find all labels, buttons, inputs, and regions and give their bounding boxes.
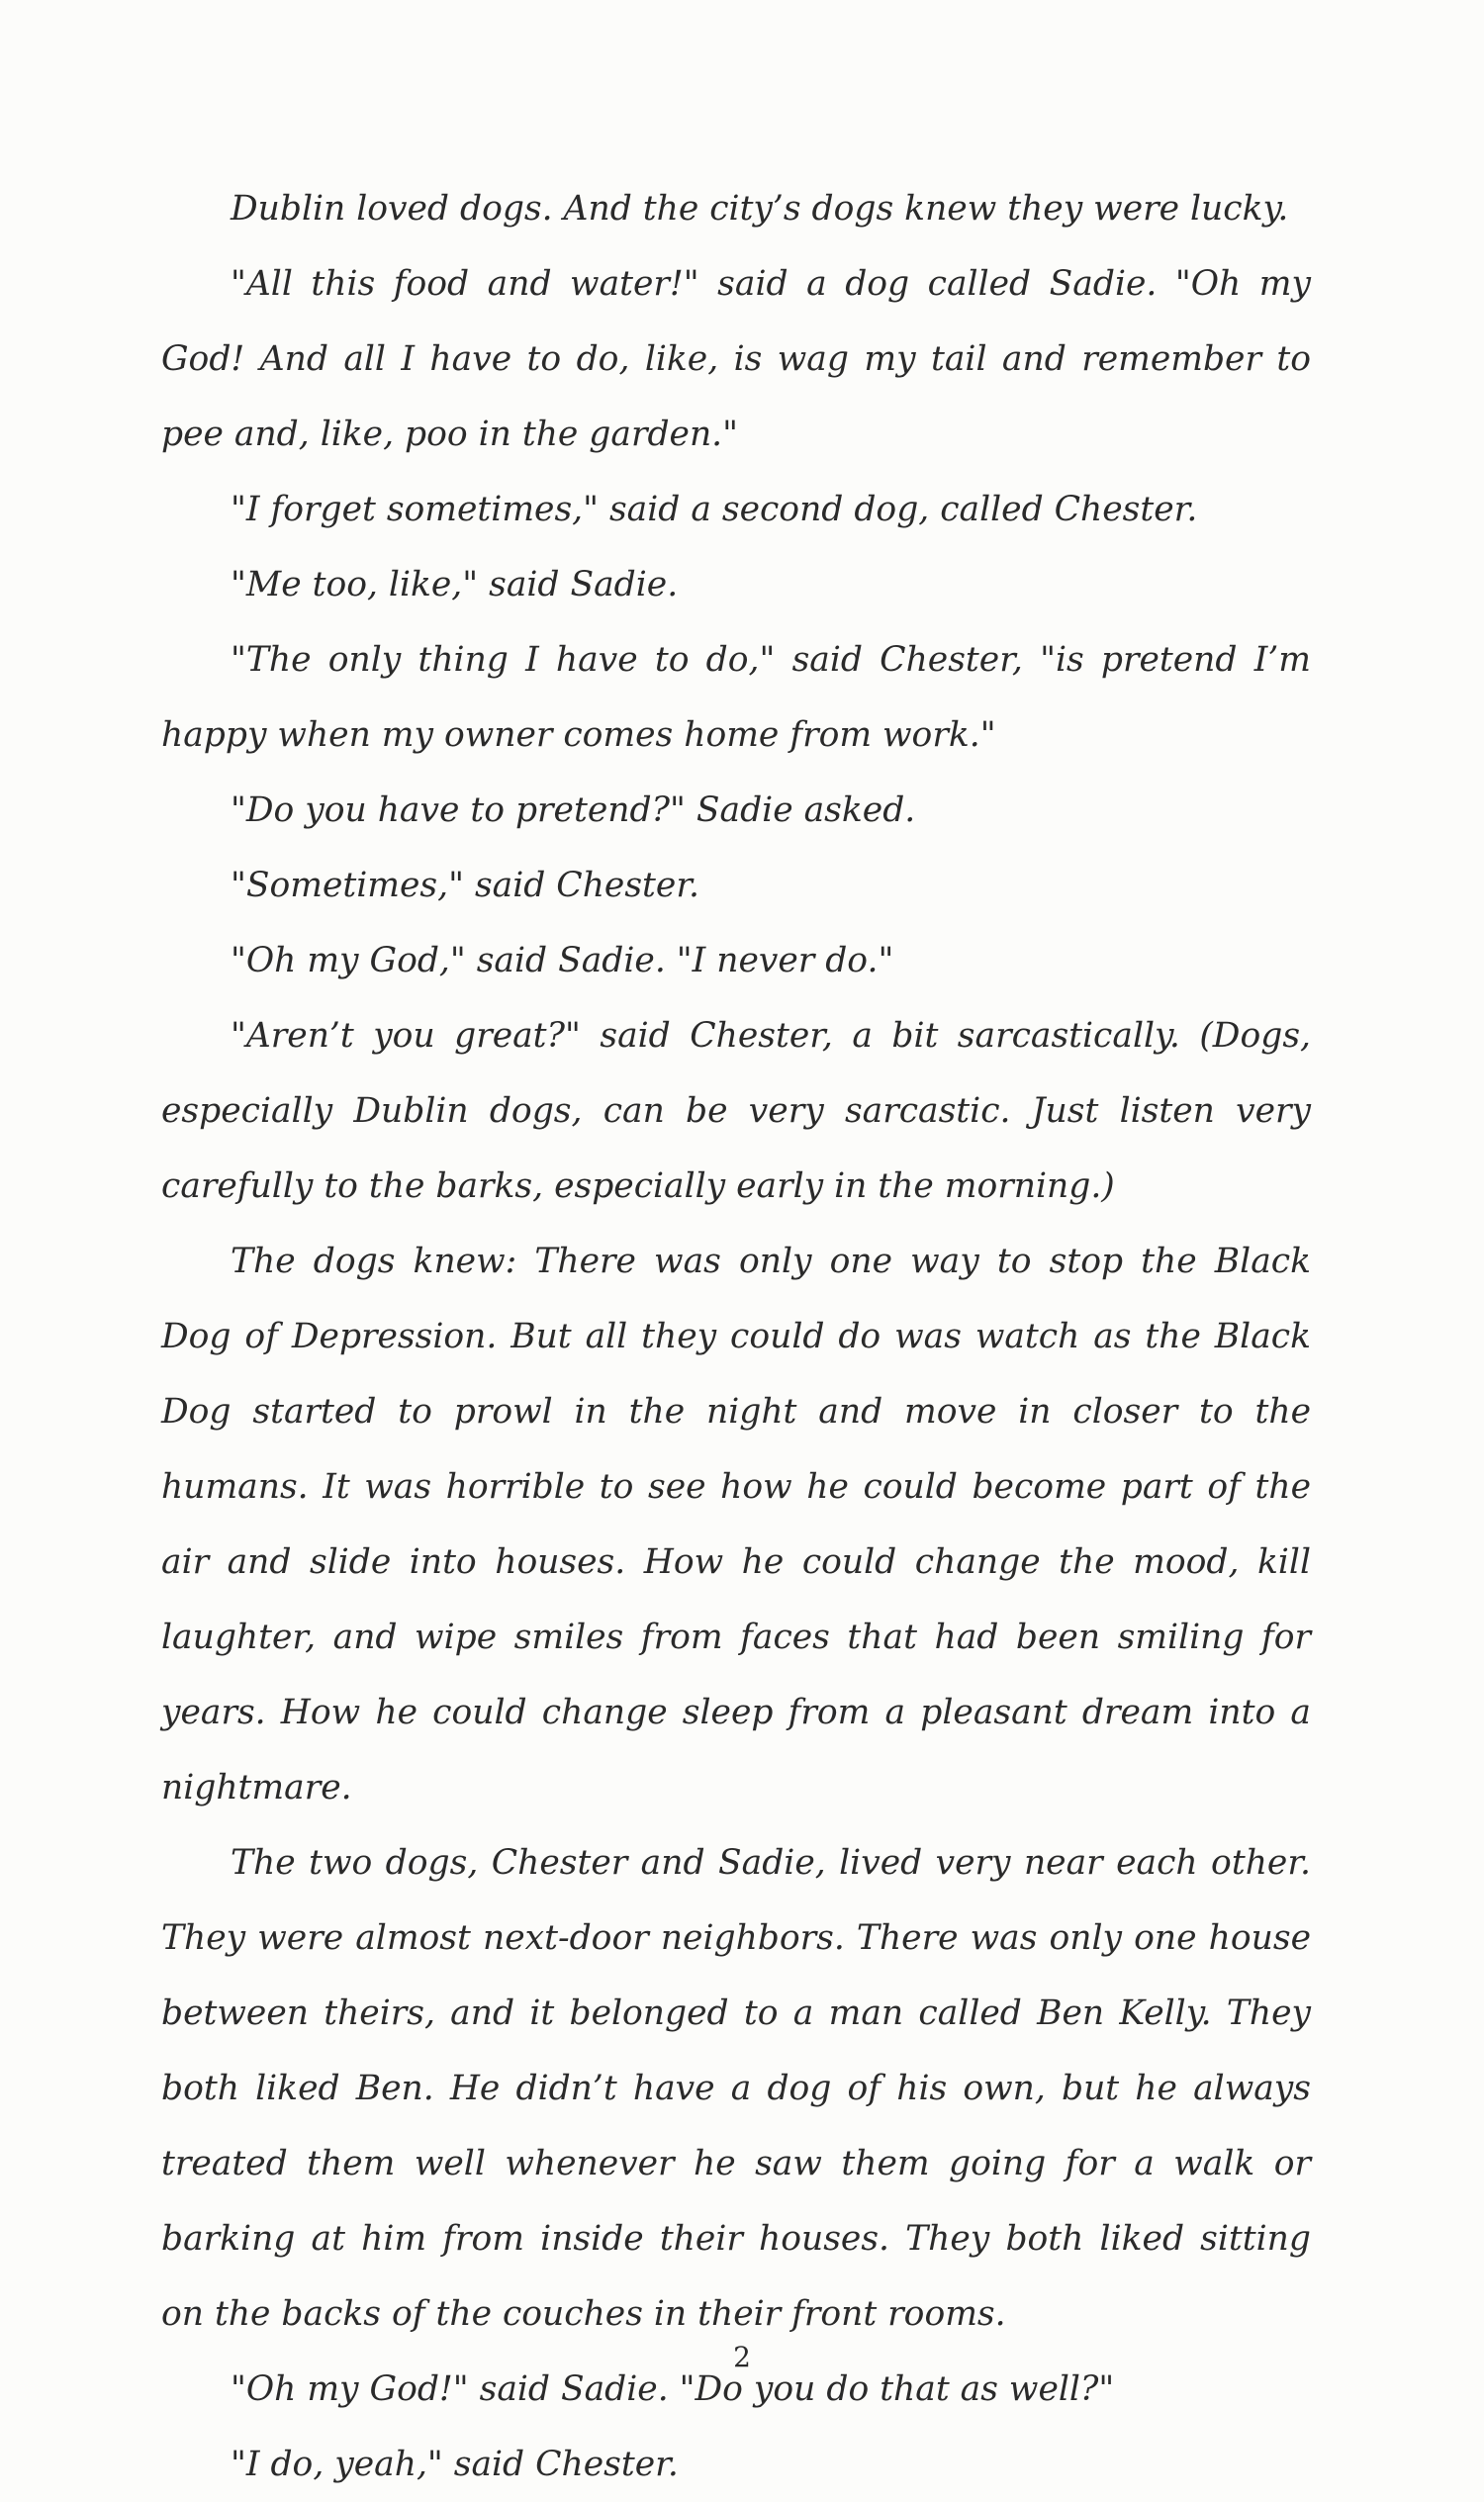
paragraph: The dogs knew: There was only one way to stop the Black Dog of Depression. But all they could do was watch as the Black Dog started to prowl in the night and move in closer to the humans. It was horrible to see how he could become part of the air and slide into houses. How he could change the mood, kill laughter, and wipe smiles from faces that had been smiling for years. How he could change sleep from a pleasant dream into a nightmare.	[161, 1242, 1311, 1807]
paragraph: Dublin loved dogs. And the city’s dogs knew they were lucky.	[231, 189, 1289, 229]
paragraph: "All this food and water!" said a dog called Sadie. "Oh my God! And all I have to do, like, is wag my tail and remember to pee and, like, poo in the garden."	[161, 264, 1311, 454]
paragraph: "Sometimes," said Chester.	[231, 866, 699, 905]
paragraph: "The only thing I have to do," said Chester, "is pretend I’m happy when my owner comes home from work."	[161, 640, 1311, 755]
paragraph: "I forget sometimes," said a second dog, called Chester.	[231, 490, 1198, 529]
paragraph: "Oh my God!" said Sadie. "Do you do that as well?"	[231, 2369, 1115, 2409]
paragraph: "Oh my God," said Sadie. "I never do."	[231, 941, 894, 980]
page-body-text	[161, 171, 1311, 2502]
paragraph: The two dogs, Chester and Sadie, lived very near each other. They were almost next-door neighbors. There was only one house between theirs, and it belonged to a man called Ben Kelly. They both liked Ben. He didn’t have a dog of his own, but he always treated them well whenever he saw them going for a walk or barking at him from inside their houses. They both liked sitting on the backs of the couches in their front rooms.	[161, 1843, 1311, 2334]
paragraph: "Me too, like," said Sadie.	[231, 565, 679, 604]
paragraph: "Aren’t you great?" said Chester, a bit sarcastically. (Dogs, especially Dublin dogs, can be very sarcastic. Just listen very carefully to the barks, especially early in the morning.)	[161, 1016, 1311, 1206]
paragraph: "Do you have to pretend?" Sadie asked.	[231, 790, 916, 830]
paragraph: "I do, yeah," said Chester.	[231, 2445, 679, 2484]
page-number: 2	[733, 2341, 751, 2373]
